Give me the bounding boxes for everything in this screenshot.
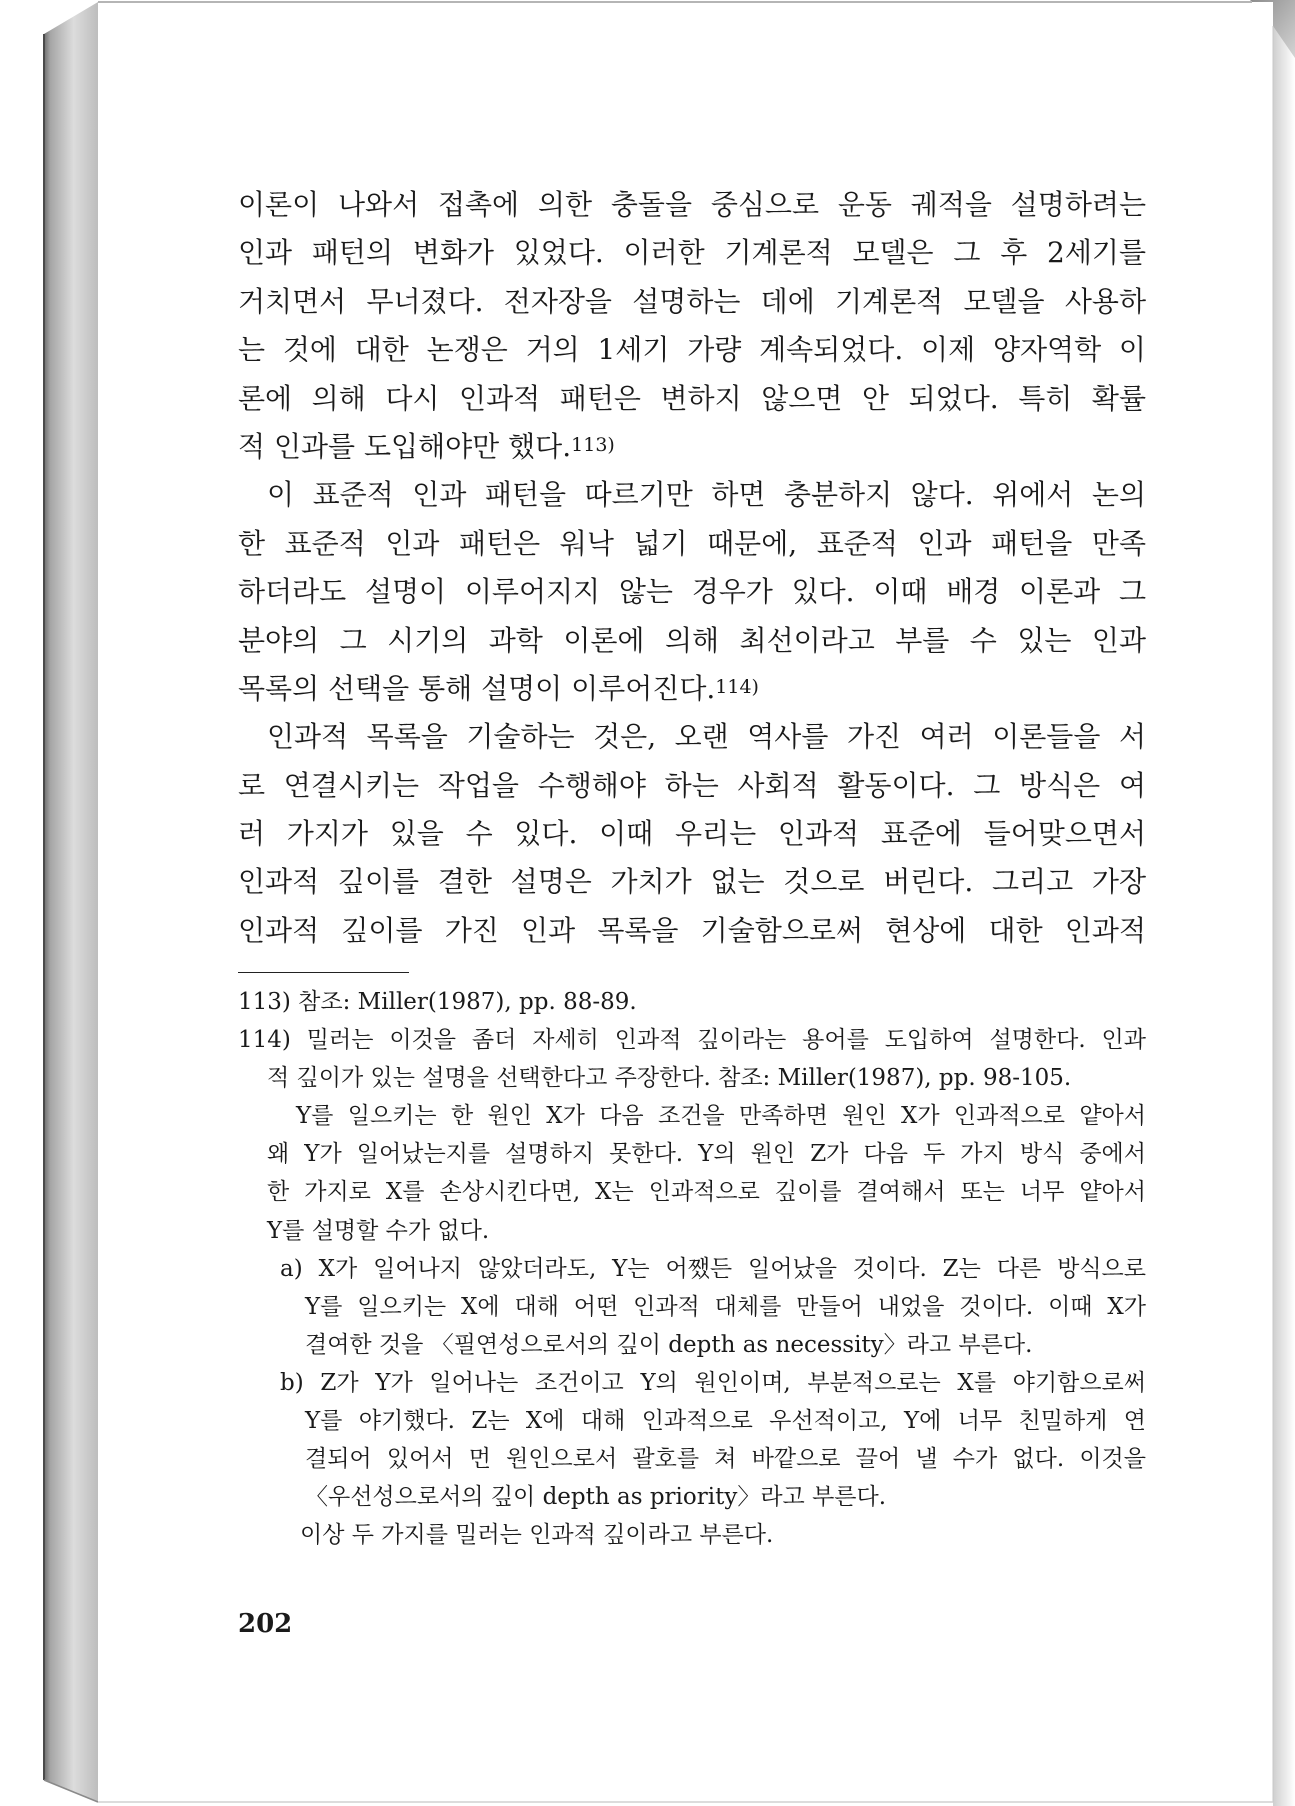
footnote (238, 983, 1146, 1021)
body-text-line: 인과적 깊이를 가진 인과 목록을 기술함으로써 현상에 대한 인과적 (238, 913, 1146, 947)
body-text-line: 하더라도 설명이 이루어지지 않는 경우가 있다. 이때 배경 이론과 그 (238, 575, 1146, 609)
body-text (238, 181, 1146, 955)
footnote-line: Y를 일으키는 한 원인 X가 다음 조건을 만족하면 원인 X가 인과적으로 얕아서 (296, 1103, 1146, 1130)
footnote-line: 114) 밀러는 이것을 좀더 자세히 인과적 깊이라는 용어를 도입하여 설명한다. 인과 (238, 1027, 1146, 1054)
footnote-line: 결되어 있어서 먼 원인으로서 괄호를 쳐 바깥으로 끌어 낼 수가 없다. 이것을 (305, 1446, 1146, 1473)
body-text-line (238, 423, 1146, 471)
body-text-line: 는 것에 대한 논쟁은 거의 1세기 가량 계속되었다. 이제 양자역학 이 (238, 333, 1146, 367)
footnote-line: 한 가지로 X를 손상시킨다면, X는 인과적으로 깊이를 결여해서 또는 너무 얕아서 (267, 1179, 1146, 1206)
footnote-separator (238, 972, 409, 973)
footnote-line: Y를 야기했다. Z는 X에 대해 인과적으로 우선적이고, Y에 너무 친밀하게 연 (305, 1408, 1146, 1435)
body-text-line (238, 665, 1146, 713)
paragraph (238, 181, 1146, 471)
body-text-line: 인과 패턴의 변화가 있었다. 이러한 기계론적 모델은 그 후 2세기를 (238, 236, 1146, 270)
footnote-line: 〈우선성으로서의 깊이 depth as priority〉라고 부른다. (305, 1484, 887, 1511)
body-text-line-content: 적 인과를 도입해야만 했다. (238, 429, 572, 463)
footnote-closing: 이상 두 가지를 밀러는 인과적 깊이라고 부른다. (300, 1522, 774, 1549)
book-spine (44, 2, 98, 1802)
page-number: 202 (238, 1609, 293, 1639)
body-text-line: 이론이 나와서 접촉에 의한 충돌을 중심으로 운동 궤적을 설명하려는 (238, 188, 1146, 221)
footnote-line: Y를 설명할 수가 없다. (267, 1217, 490, 1244)
footnotes (238, 983, 1146, 1554)
footnote (238, 1021, 1146, 1554)
body-text-line: 론에 의해 다시 인과적 패턴은 변하지 않으면 안 되었다. 특히 확률 (238, 381, 1146, 415)
footnote-line: a) X가 일어나지 않았더라도, Y는 어쨌든 일어났을 것이다. Z는 다른 방식으로 (280, 1255, 1146, 1282)
body-text-line: 인과적 깊이를 결한 설명은 가치가 없는 것으로 버린다. 그리고 가장 (238, 865, 1146, 899)
body-text-line: 로 연결시키는 작업을 수행해야 하는 사회적 활동이다. 그 방식은 여 (238, 768, 1146, 802)
body-text-line: 분야의 그 시기의 과학 이론에 의해 최선이라고 부를 수 있는 인과 (238, 623, 1146, 657)
footnote-line: 적 깊이가 있는 설명을 선택한다고 주장한다. 참조: Miller(1987), pp. 98-105. (267, 1065, 1072, 1092)
footnote-line: Y를 일으키는 X에 대해 어떤 인과적 대체를 만들어 내었을 것이다. 이때 X가 (305, 1293, 1146, 1320)
footnote-reference: 113) (571, 433, 615, 456)
footnote-line: b) Z가 Y가 일어나는 조건이고 Y의 원인이며, 부분적으로는 X를 야기함으로써 (280, 1369, 1146, 1396)
footnote-line: 113) 참조: Miller(1987), pp. 88-89. (238, 989, 637, 1015)
footnote-line: 결여한 것을 〈필연성으로서의 깊이 depth as necessity〉라고 부른다. (305, 1331, 1033, 1358)
body-text-line-content: 목록의 선택을 통해 설명이 이루어진다. (238, 671, 716, 705)
body-text-line: 이 표준적 인과 패턴을 따르기만 하면 충분하지 않다. 위에서 논의 (267, 478, 1146, 512)
condition-item-a (238, 1250, 1146, 1364)
footnote-explanation (238, 1097, 1146, 1249)
body-text-line: 거치면서 무너졌다. 전자장을 설명하는 데에 기계론적 모델을 사용하 (238, 284, 1146, 318)
paragraph (238, 471, 1146, 713)
body-text-line: 인과적 목록을 기술하는 것은, 오랜 역사를 가진 여러 이론들을 서 (267, 720, 1146, 754)
paragraph (238, 713, 1146, 955)
footnote-line: 왜 Y가 일어났는지를 설명하지 못한다. Y의 원인 Z가 다음 두 가지 방식 중에서 (267, 1141, 1146, 1168)
right-edge-shadow (1273, 20, 1295, 1806)
body-text-line: 한 표준적 인과 패턴은 워낙 넓기 때문에, 표준적 인과 패턴을 만족 (238, 526, 1146, 560)
footnote-reference: 114) (715, 675, 759, 698)
body-text-line: 러 가지가 있을 수 있다. 이때 우리는 인과적 표준에 들어맞으면서 (238, 817, 1146, 851)
condition-item-b (238, 1364, 1146, 1516)
